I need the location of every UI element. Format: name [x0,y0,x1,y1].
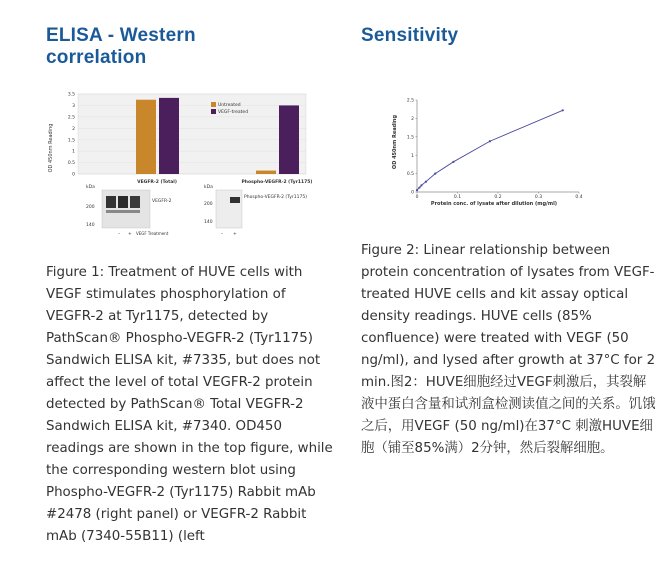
blot-lane-sign-plus-right: + [233,232,237,237]
line-y-tick-label: 2 [411,117,414,122]
line-data-point [425,181,427,183]
bar-y-tick-label: 0.5 [67,161,75,167]
line-data-point [420,184,422,186]
blot-band-right-1 [230,197,240,203]
bar-untreated [256,171,276,174]
blot-lane-sign-minus-right: – [221,232,224,237]
bar-y-tick-label: 2.5 [67,115,75,121]
blot-treatment-label-left: VEGF Treatment [136,231,169,236]
blot-band-label-right: Phospho-VEGFR-2 (Tyr1175) [244,195,307,200]
legend-label: Untreated [218,103,241,108]
sensitivity-line-chart [389,92,589,212]
line-data-point [562,109,564,111]
blot-kda-label-left: kDa [86,185,95,190]
section-title-sensitivity: Sensitivity [361,25,459,46]
figure-1-caption: Figure 1: Treatment of HUVE cells with VEGF stimulates phosphorylation of VEGFR-2 at Tyr1175, detected by PathScan® Phospho-VEGFR-2 (Tyr1175) Sandwich ELISA kit, #7335, but does not affect the level of total VEGFR-2 protein detected by PathScan® Total VEGFR-2 Sandwich ELISA kit, #7340. OD450 readings are shown in the top figure, while the corresponding western blot using Phospho-VEGFR-2 (Tyr1175) Rabbit mAb #2478 (right panel) or VEGFR-2 Rabbit mAb (7340-55B11) (left [46,265,333,544]
line-x-axis-label: Protein conc. of lysate after dilution (mg/ml) [430,201,558,207]
blot-kda-label-right: kDa [204,185,213,190]
bar-vegf-treated [279,105,299,174]
line-y-tick-label: 0.5 [406,172,414,178]
bar-y-axis-label: OD 450nm Reading [48,123,54,173]
blot-marker-140-left: 140 [86,223,95,228]
bar-y-tick-label: 1 [72,149,75,155]
bar-y-tick-label: 1.5 [67,138,75,144]
blot-band-left-1 [106,196,116,208]
legend-swatch [211,102,216,107]
blot-band-left-3 [130,196,140,208]
bar-untreated [136,100,156,174]
line-x-tick-label: 0.4 [575,195,583,200]
blot-lane-sign-minus-left: – [118,232,121,237]
line-x-tick-label: 0.1 [453,195,462,200]
line-data-point [434,173,436,175]
western-blot-left [86,184,172,237]
section-title-elisa: ELISA - Western correlation [46,25,196,68]
bar-y-tick-label: 3.5 [67,92,75,98]
line-data-point [452,161,454,163]
legend-swatch [211,109,216,114]
western-blot-right [204,184,307,237]
line-data-point [418,186,420,188]
bar-category-label: VEGFR-2 (Total) [137,180,177,185]
bar-y-tick-label: 3 [72,104,75,110]
line-y-tick-label: 1 [411,153,414,159]
line-data-point [416,189,418,191]
bar-y-tick-label: 2 [72,126,75,132]
line-x-tick-label: 0 [415,195,419,200]
bar-y-tick-label: 0 [72,172,75,178]
line-y-axis-label: OD 450nm Reading [392,114,398,170]
line-y-tick-label: 2.5 [406,98,414,104]
line-y-tick-label: 1.5 [406,135,414,141]
line-x-tick-label: 0.3 [534,195,543,200]
elisa-bar-chart [48,90,313,240]
figure-2-caption: Figure 2: Linear relationship between protein concentration of lysates from VEGF-treated HUVE cells and kit assay optical density readings. HUVE cells (85% confluence) were treated with VEGF (50 ng/ml), and lysed after growth at 37°C for 2 min.图2：HUVE细胞经过VEGF刺激后，其裂解液中蛋白含量和试剂盒检测读值之间的关系。饥饿之后，用VEGF (50 ng/ml)在37°C 刺激HUVE细胞（铺至85%满）2分钟，然后裂解细胞。 [361,243,656,456]
blot-lane-sign-plus-left: + [128,232,132,237]
blot-marker-140-right: 140 [204,220,213,225]
sensitivity-series-line [417,110,563,190]
legend-label: VEGF-treated [218,110,249,115]
blot-band-label-left: VEGFR-2 [152,199,172,204]
line-data-point [489,140,491,142]
line-y-tick-label: 0 [411,190,414,196]
line-x-tick-label: 0.2 [494,195,502,200]
blot-band-left-2 [118,196,128,208]
bar-category-label: Phospho-VEGFR-2 (Tyr1175) [241,180,313,185]
blot-marker-200-left: 200 [86,205,95,210]
bar-vegf-treated [159,98,179,174]
blot-marker-200-right: 200 [204,202,213,207]
